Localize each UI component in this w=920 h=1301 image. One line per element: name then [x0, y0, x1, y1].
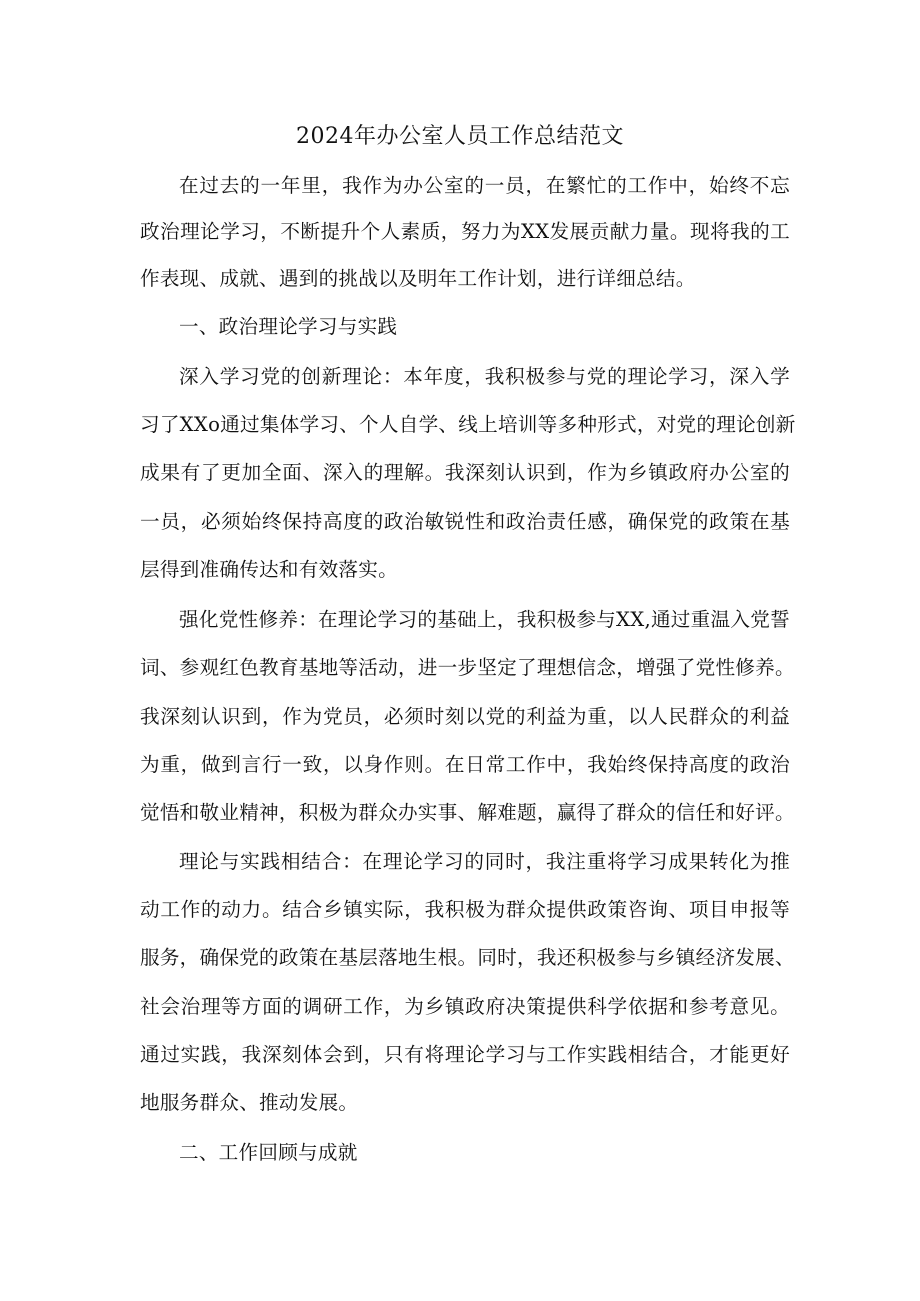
paragraph-line: 习了XXo通过集体学习、个人自学、线上培训等多种形式，对党的理论创新 [140, 413, 796, 436]
paragraph-line: 强化党性修养：在理论学习的基础上，我积极参与XX,通过重温入党誓 [179, 608, 790, 631]
paragraph-line: 作表现、成就、遇到的挑战以及明年工作计划，进行详细总结。 [140, 267, 696, 290]
paragraph-line: 政治理论学习，不断提升个人素质，努力为XX发展贡献力量。现将我的工 [140, 220, 790, 243]
paragraph-line: 我深刻认识到，作为党员，必须时刻以党的利益为重，以人民群众的利益 [140, 705, 790, 728]
paragraph-line: 成果有了更加全面、深入的理解。我深刻认识到，作为乡镇政府办公室的 [140, 461, 790, 484]
paragraph-line: 层得到准确传达和有效落实。 [140, 558, 398, 581]
paragraph-line: 觉悟和敬业精神，积极为群众办实事、解难题，赢得了群众的信任和好评。 [140, 801, 795, 824]
paragraph-line: 深入学习党的创新理论：本年度，我积极参与党的理论学习，深入学 [179, 365, 790, 388]
paragraph-line: 一员，必须始终保持高度的政治敏锐性和政治责任感，确保党的政策在基 [140, 510, 790, 533]
section-heading: 一、政治理论学习与实践 [179, 315, 398, 338]
document-title: 2024年办公室人员工作总结范文 [296, 124, 624, 149]
paragraph-line: 为重，做到言行一致，以身作则。在日常工作中，我始终保持高度的政治 [140, 753, 790, 776]
paragraph-line: 动工作的动力。结合乡镇实际，我积极为群众提供政策咨询、项目申报等 [140, 898, 790, 921]
paragraph-line: 社会治理等方面的调研工作，为乡镇政府决策提供科学依据和参考意见。 [140, 995, 790, 1018]
paragraph-line: 服务，确保党的政策在基层落地生根。同时，我还积极参与乡镇经济发展、 [140, 946, 795, 969]
paragraph-line: 地服务群众、推动发展。 [140, 1091, 359, 1114]
section-heading: 二、工作回顾与成就 [179, 1141, 358, 1164]
paragraph-line: 在过去的一年里，我作为办公室的一员，在繁忙的工作中，始终不忘 [179, 174, 790, 197]
paragraph-line: 通过实践，我深刻体会到，只有将理论学习与工作实践相结合，才能更好 [140, 1043, 790, 1066]
paragraph-line: 词、参观红色教育基地等活动，进一步坚定了理想信念，增强了党性修养。 [140, 656, 795, 679]
paragraph-line: 理论与实践相结合：在理论学习的同时，我注重将学习成果转化为推 [179, 850, 790, 873]
